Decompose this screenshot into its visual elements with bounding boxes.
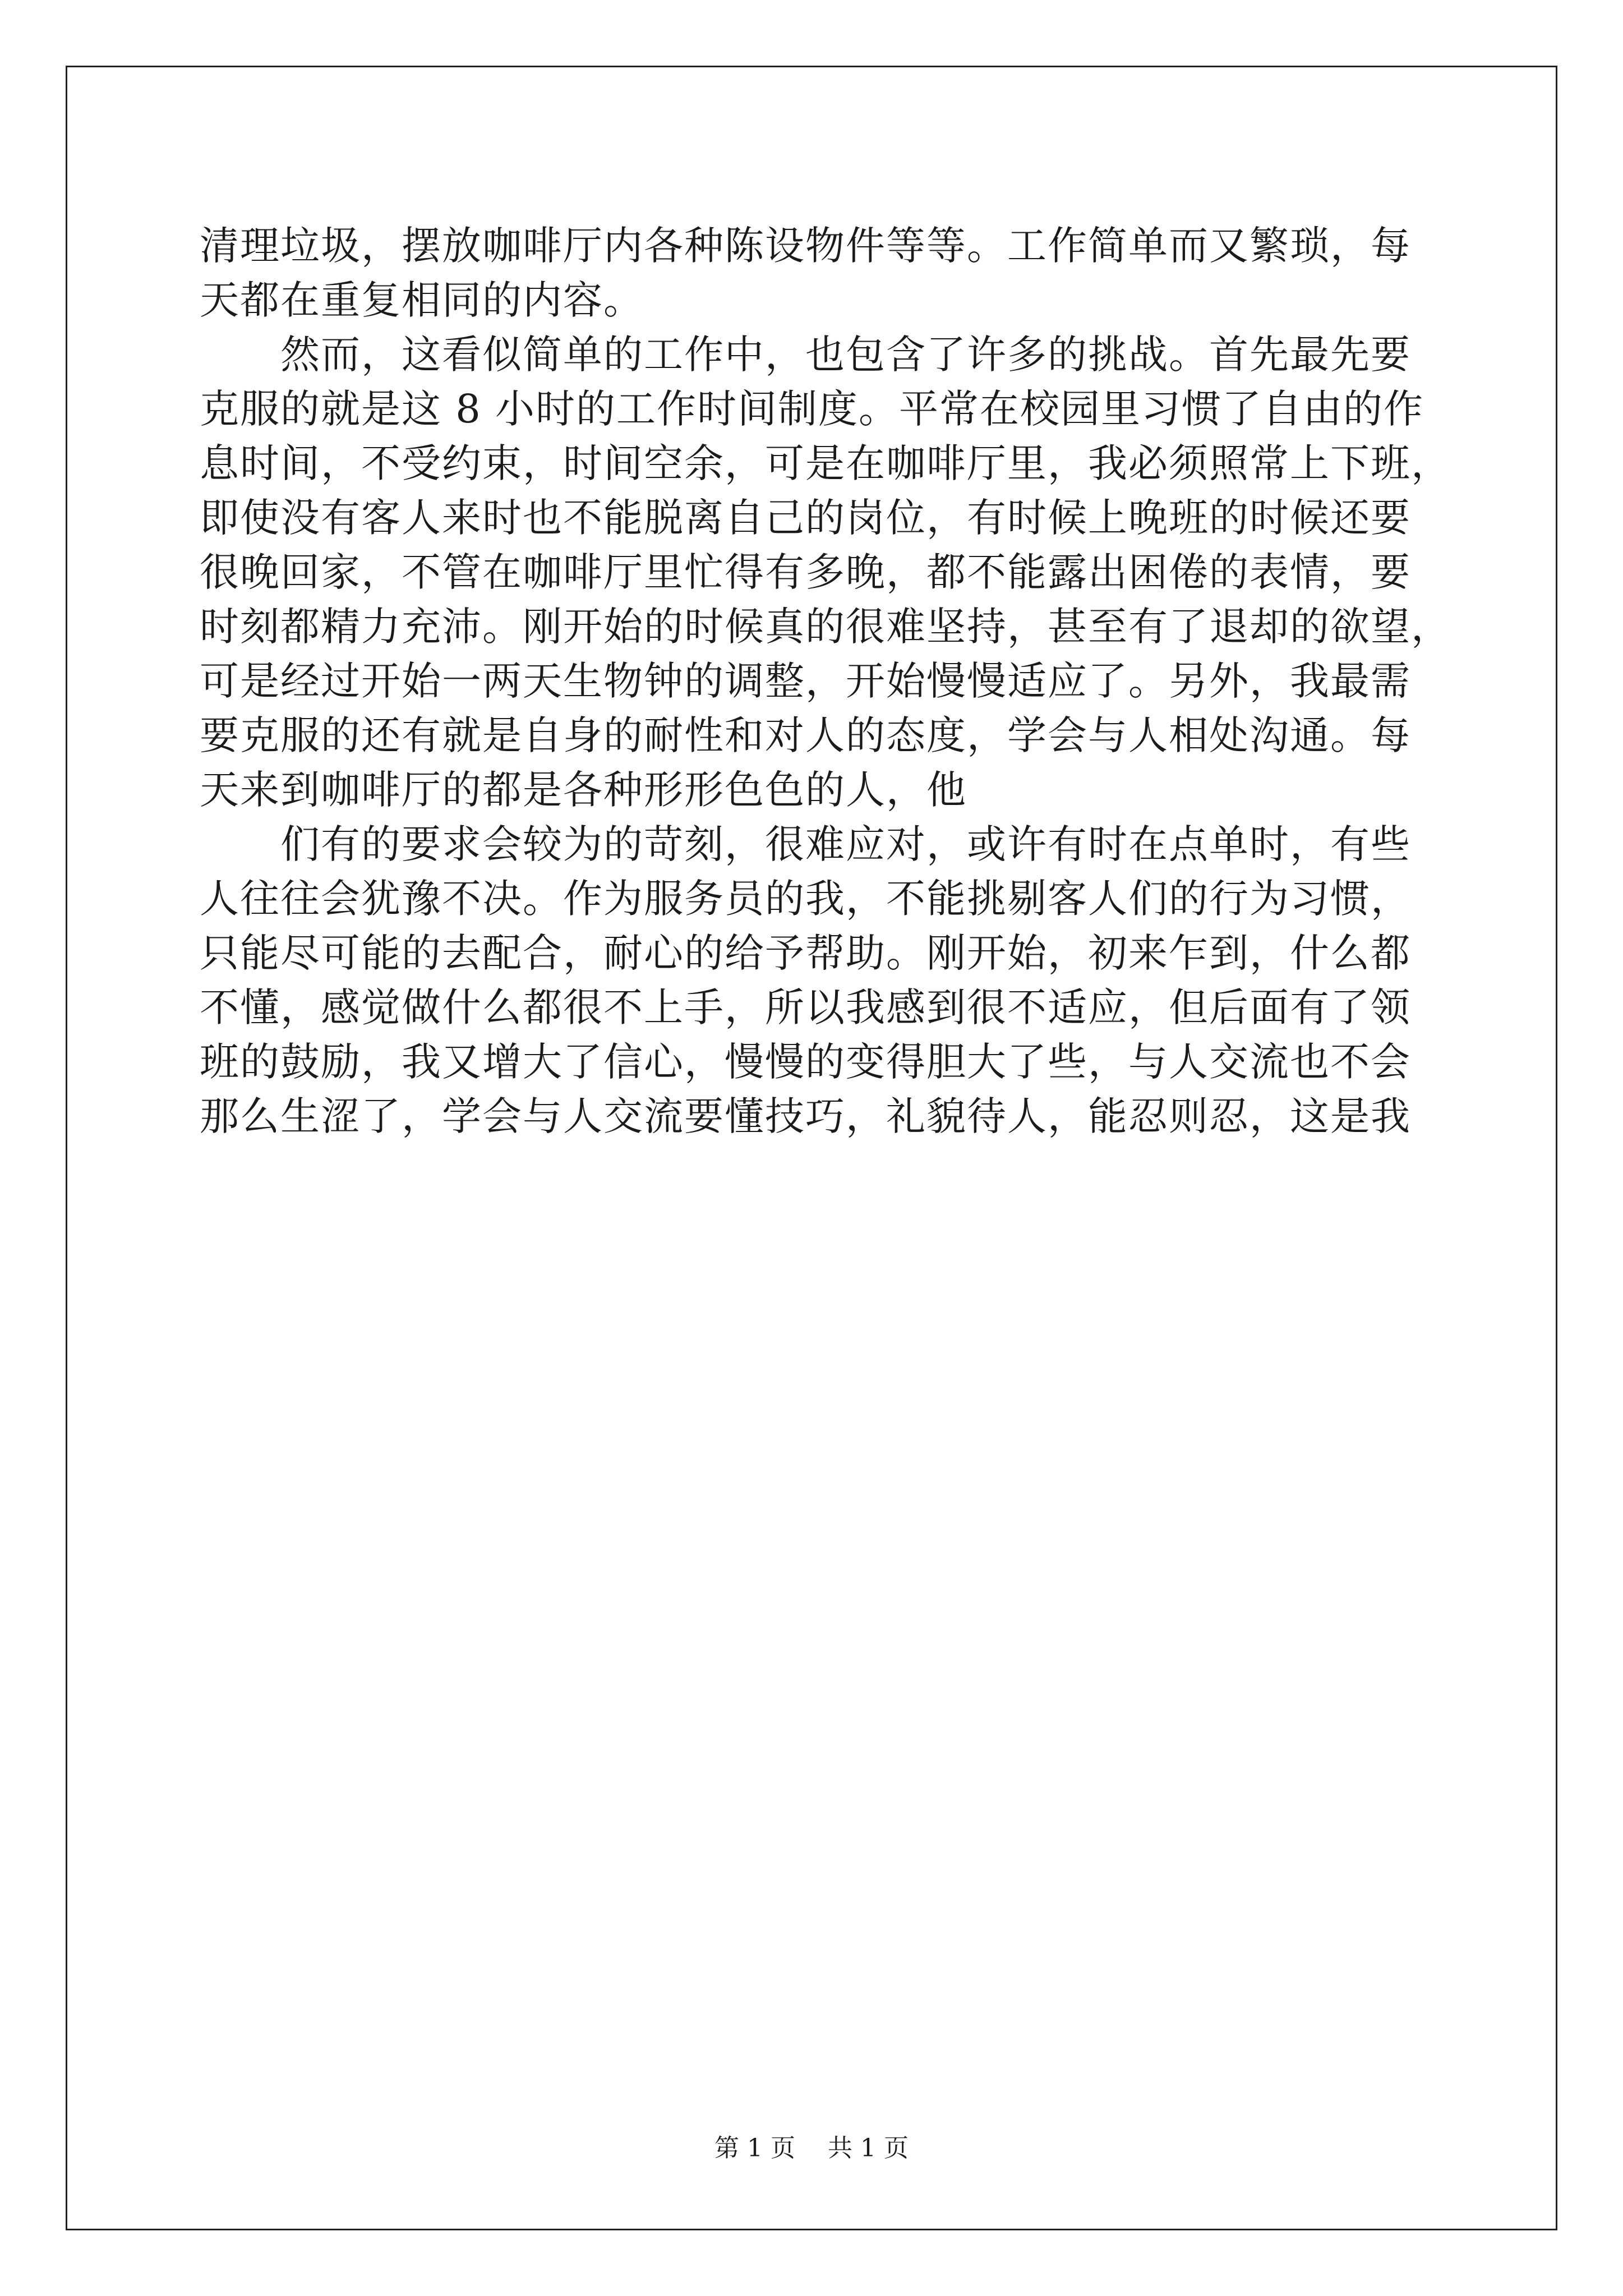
text-line: 息时间，不受约束，时间空余，可是在咖啡厅里，我必须照常上下班， [200, 440, 1451, 486]
text-line: 克服的就是这 8 小时的工作时间制度。平常在校园里习惯了自由的作 [200, 386, 1424, 432]
text-line: 们有的要求会较为的苛刻，很难应对，或许有时在点单时，有些 [200, 821, 1411, 867]
text-line: 然而，这看似简单的工作中，也包含了许多的挑战。首先最先要 [200, 332, 1411, 378]
text-line: 时刻都精力充沛。刚开始的时候真的很难坚持，甚至有了退却的欲望， [200, 604, 1451, 650]
document-body [200, 219, 1451, 1144]
text-line: 要克服的还有就是自身的耐性和对人的态度，学会与人相处沟通。每 [200, 712, 1411, 758]
text-line: 那么生涩了，学会与人交流要懂技巧，礼貌待人，能忍则忍，这是我 [200, 1093, 1411, 1139]
text-line: 即使没有客人来时也不能脱离自己的岗位，有时候上晚班的时候还要 [200, 495, 1411, 541]
text-line: 天都在重复相同的内容。 [200, 277, 644, 323]
page-number: 第 1 页 共 1 页 [714, 2134, 909, 2162]
text-line: 可是经过开始一两天生物钟的调整，开始慢慢适应了。另外，我最需 [200, 658, 1411, 704]
text-line: 清理垃圾，摆放咖啡厅内各种陈设物件等等。工作简单而又繁琐，每 [200, 223, 1411, 269]
text-line: 人往往会犹豫不决。作为服务员的我，不能挑剔客人们的行为习惯， [200, 876, 1411, 922]
text-line: 不懂，感觉做什么都很不上手，所以我感到很不适应，但后面有了领 [200, 984, 1411, 1030]
text-line: 只能尽可能的去配合，耐心的给予帮助。刚开始，初来乍到，什么都 [200, 930, 1411, 976]
text-line: 很晚回家，不管在咖啡厅里忙得有多晚，都不能露出困倦的表情，要 [200, 549, 1411, 595]
text-line: 班的鼓励，我又增大了信心，慢慢的变得胆大了些，与人交流也不会 [200, 1039, 1411, 1085]
text-line: 天来到咖啡厅的都是各种形形色色的人，他 [200, 767, 967, 813]
